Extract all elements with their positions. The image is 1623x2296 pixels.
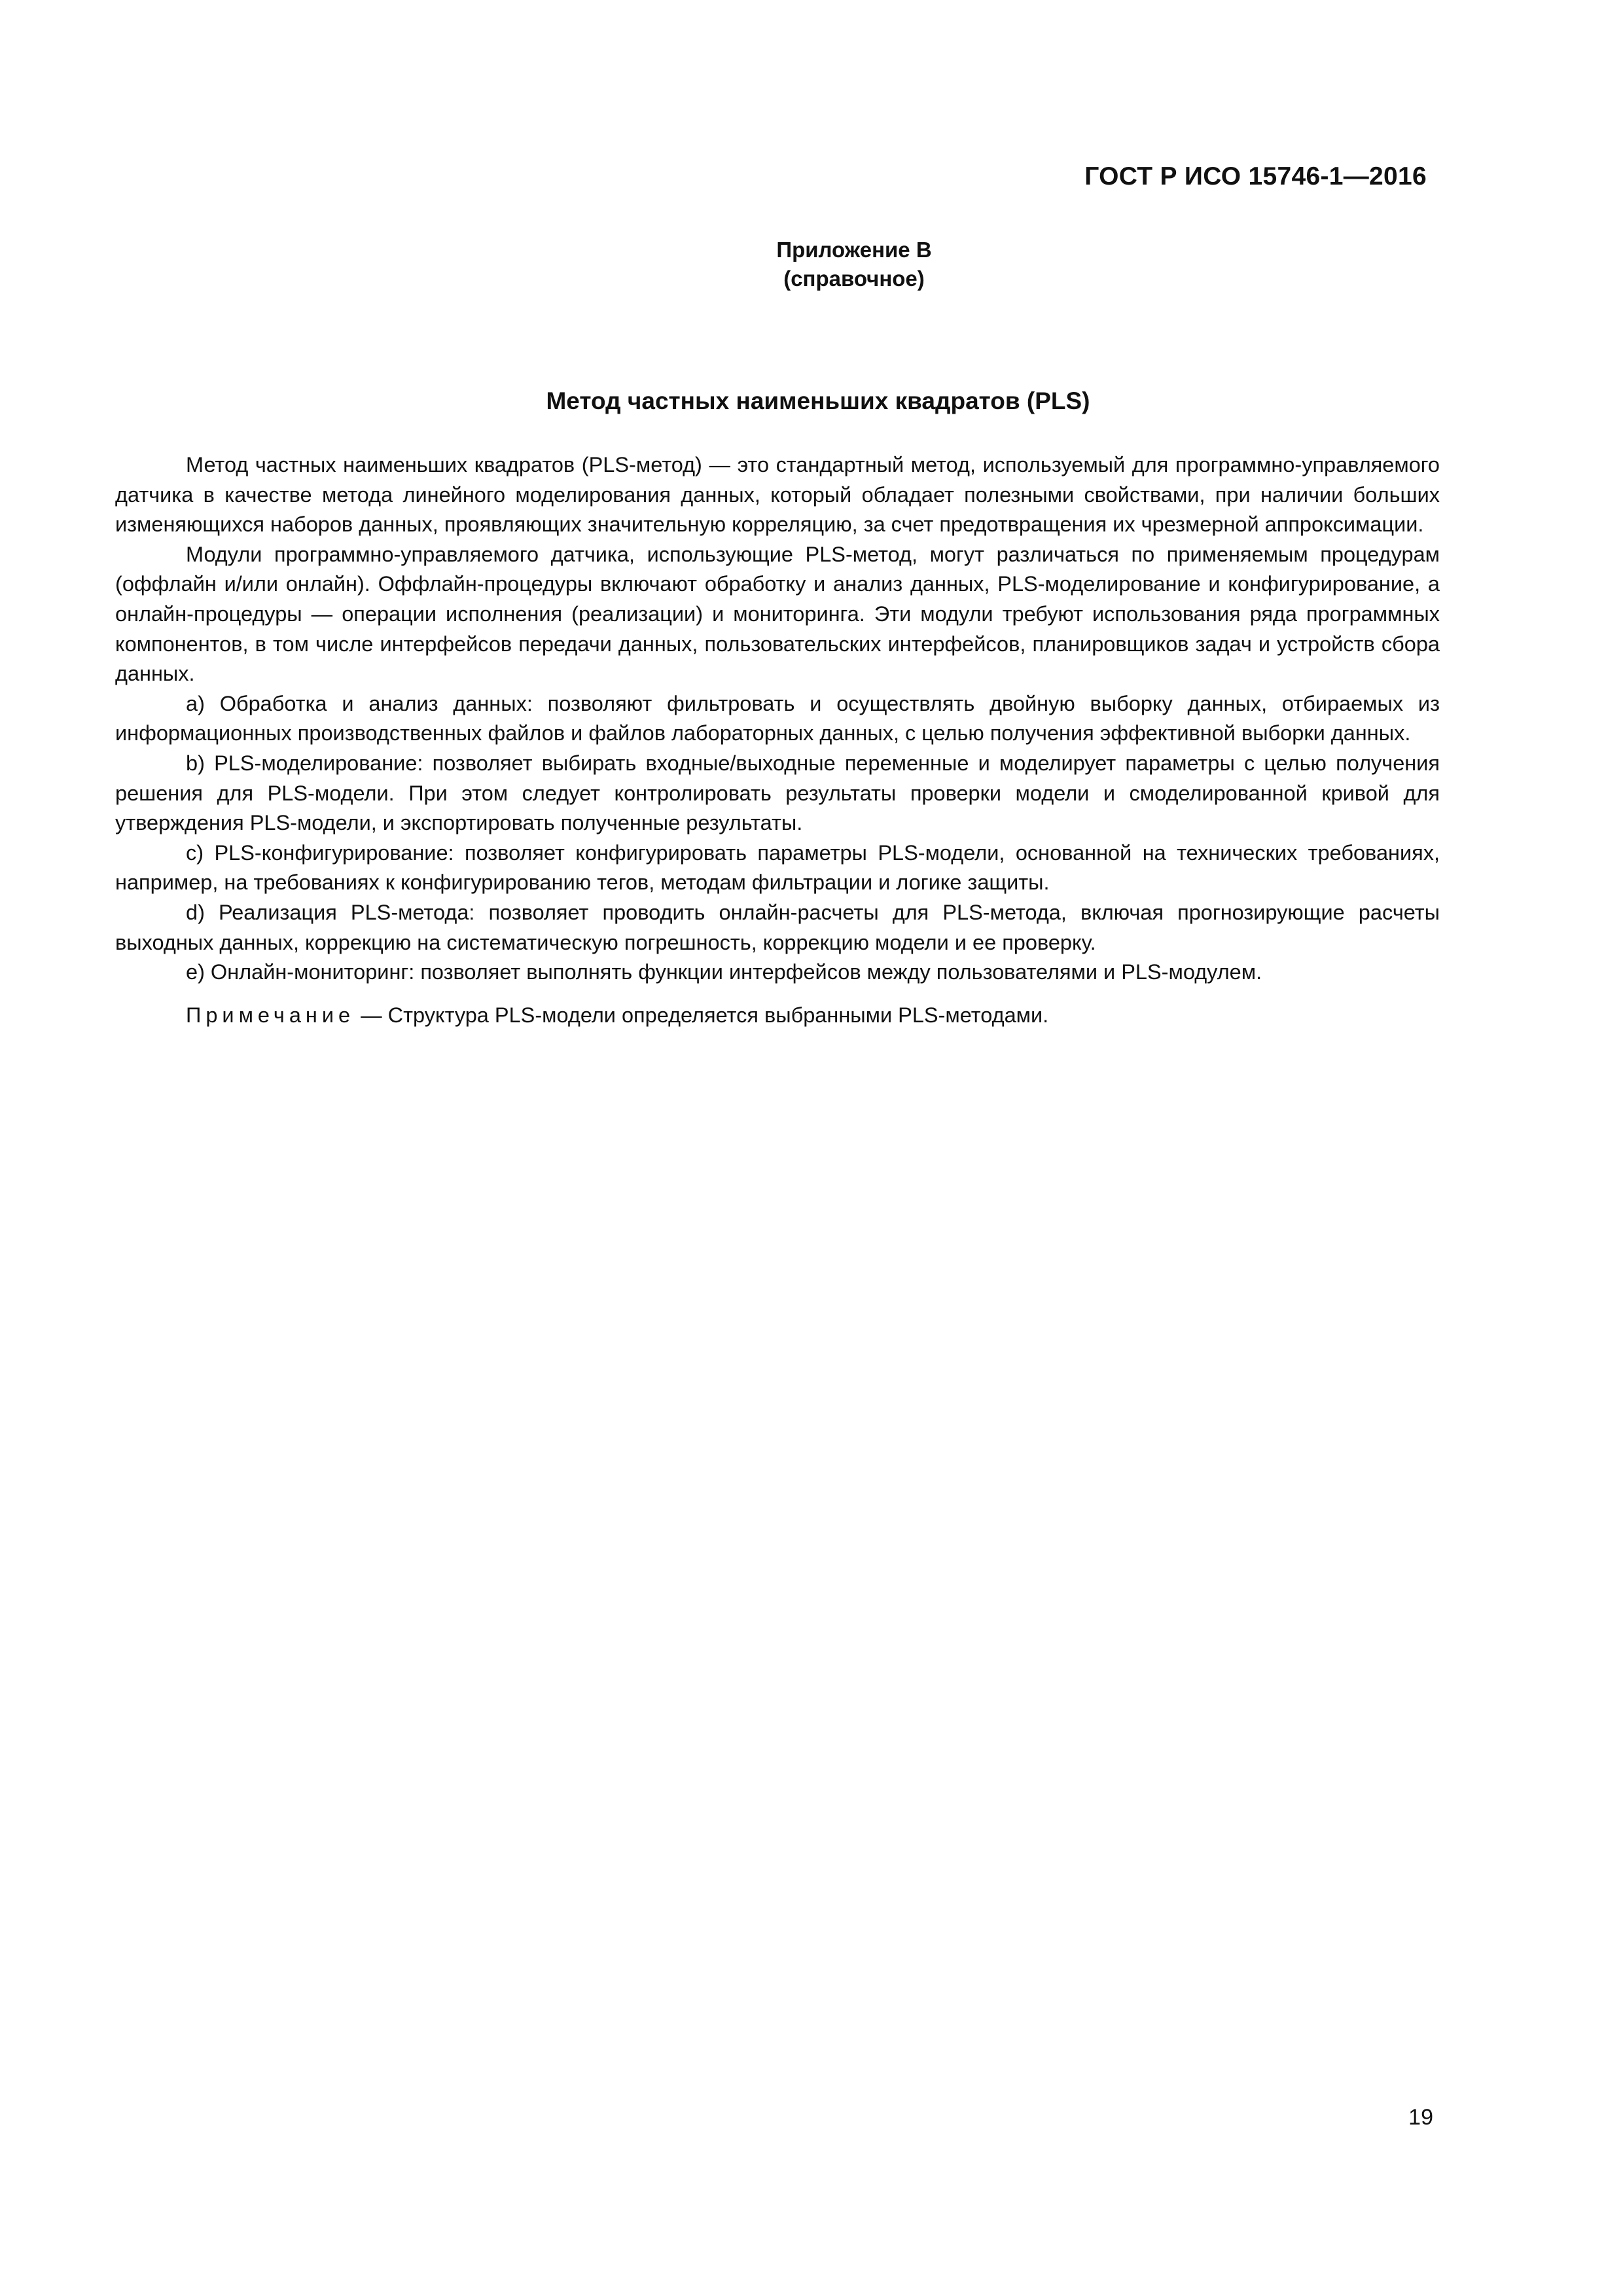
list-item-b: b) PLS-моделирование: позволяет выбирать входные/выходные переменные и моделирует параметры с целью получения решения для PLS-модели. При этом следует контролировать результаты проверки модели и смоделированной кривой для утверждения PLS-модели, и экспортировать полученные результаты. bbox=[115, 751, 1440, 835]
list-item-d: d) Реализация PLS-метода: позволяет проводить онлайн-расчеты для PLS-метода, включая прогнозирующие расчеты выходных данных, коррекцию на систематическую погрешность, коррекцию модели и ее проверку. bbox=[115, 900, 1440, 954]
note bbox=[115, 1001, 1440, 1031]
paragraph-intro: Метод частных наименьших квадратов (PLS-метод) — это стандартный метод, используемый для программно-управляемого датчика в качестве метода линейного моделирования данных, который обладает полезными свойствами, при наличии больших изменяющихся наборов данных, проявляющих значительную корреляцию, за счет предотвращения их чрезмерной аппроксимации. bbox=[115, 453, 1440, 537]
body-text bbox=[115, 450, 1440, 1030]
list-item-a: a) Обработка и анализ данных: позволяют фильтровать и осуществлять двойную выборку данных, отбираемых из информационных производственных файлов и файлов лабораторных данных, с целью получения эффективной выборки данных. bbox=[115, 691, 1440, 745]
list-item-e: e) Онлайн-мониторинг: позволяет выполнять функции интерфейсов между пользователями и PLS-модулем. bbox=[186, 960, 1262, 984]
annex-title: Метод частных наименьших квадратов (PLS) bbox=[546, 387, 1090, 414]
list-item-c: c) PLS-конфигурирование: позволяет конфигурировать параметры PLS-модели, основанной на технических требованиях, например, на требованиях к конфигурированию тегов, методам фильтрации и логике защиты. bbox=[115, 840, 1440, 895]
document-code: ГОСТ Р ИСО 15746-1—2016 bbox=[1084, 162, 1427, 190]
annex-status: (справочное) bbox=[783, 266, 925, 291]
note-label: Примечание bbox=[186, 1003, 355, 1027]
paragraph-modules: Модули программно-управляемого датчика, использующие PLS-метод, могут различаться по применяемым процедурам (оффлайн и/или онлайн). Оффлайн-процедуры включают обработку и анализ данных, PLS-моделирование и конфигурирование, а онлайн-процедуры — операции исполнения (реализации) и мониторинга. Эти модули требуют использования ряда программных компонентов, в том числе интерфейсов передачи данных, пользовательских интерфейсов, планировщиков задач и устройств сбора данных. bbox=[115, 542, 1440, 686]
page-number: 19 bbox=[1408, 2105, 1433, 2130]
annex-heading bbox=[0, 236, 1623, 293]
note-text: — Структура PLS-модели определяется выбранными PLS-методами. bbox=[355, 1003, 1049, 1027]
annex-label: Приложение В bbox=[776, 238, 932, 262]
